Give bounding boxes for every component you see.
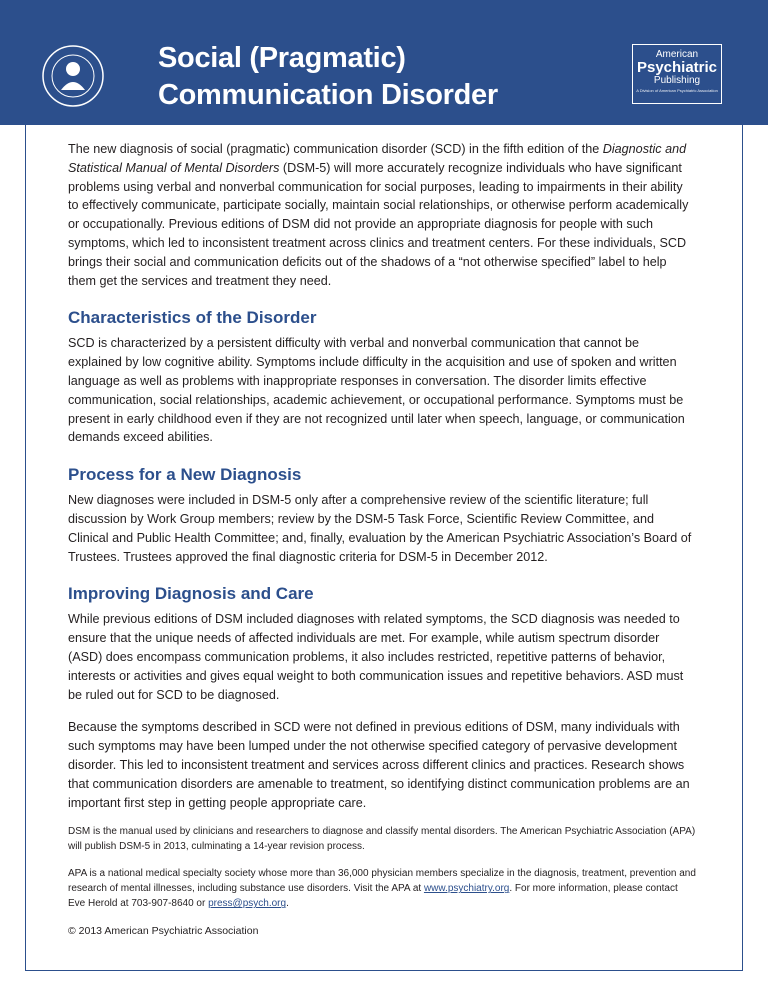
heading-characteristics: Characteristics of the Disorder — [68, 308, 317, 328]
logo-line-3: Publishing — [653, 75, 701, 86]
apa-website-link[interactable]: www.psychiatry.org — [423, 883, 510, 895]
intro-paragraph — [68, 140, 696, 290]
intro-text-2: (DSM-5) will more accurately recognize individuals who have significant problems using verbal and nonverbal communication for social purposes, leading to impairments in their ability to effectively communicate, participate socially, maintain social relationships, or otherwise perform academically or occupationally. Previous editions of DSM did not provide an appropriate diagnosis for people with such symptoms, which led to inconsistent treatment across clinics and treatment centers. For these individuals, SCD brings their social and communication deficits out of the shadows of a “not otherwise specified” label to help them get the services and treatment they need. — [68, 160, 689, 288]
title-line-1: Social (Pragmatic) — [158, 42, 406, 74]
intro-manual-title: Diagnostic and Statistical Manual of Mental Disorders — [68, 142, 687, 175]
header-banner — [0, 0, 768, 125]
heading-process: Process for a New Diagnosis — [68, 465, 302, 485]
intro-text-1: The new diagnosis of social (pragmatic) communication disorder (SCD) in the fifth edition of the — [68, 142, 603, 156]
app-publishing-logo — [632, 44, 722, 104]
apa-info — [68, 866, 696, 911]
main-content — [68, 140, 696, 938]
apa-text-2: . For more information, please contact Eve Herold at 703-907-8640 or — [68, 883, 678, 910]
logo-line-2: Psychiatric — [636, 59, 718, 76]
copyright-notice: © 2013 American Psychiatric Association — [68, 925, 259, 938]
improving-paragraph-2: Because the symptoms described in SCD were not defined in previous editions of DSM, many individuals with such symptoms may have been lumped under the not otherwise specified category of pervasive development disorder. This led to inconsistent treatment and services across different clinics and practices. Research shows that communication disorders are amenable to treatment, so identifying distinct communication problems are an important first step in getting people appropriate care. — [68, 720, 690, 810]
press-email-link[interactable]: press@psych.org — [208, 898, 287, 910]
apa-text-3: . — [286, 898, 289, 910]
apa-text-1: APA is a national medical specialty society whose more than 36,000 physician members specialize in the diagnosis, treatment, prevention and research of mental illnesses, including substance use disorders. Visit the APA at — [68, 868, 696, 895]
improving-paragraph-1: While previous editions of DSM included diagnoses with related symptoms, the SCD diagnosis was needed to ensure that the unique needs of affected individuals are met. For example, while autism spectrum disorder (ASD) does encompass communication problems, it also includes restricted, repetitive patterns of behavior, interests or activities and gives equal weight to both communication issues and repetitive behaviors. ASD must be ruled out for SCD to be diagnosed. — [68, 612, 684, 702]
logo-line-1: American — [655, 49, 699, 60]
apa-seal-icon — [41, 44, 105, 108]
heading-improving: Improving Diagnosis and Care — [68, 584, 314, 604]
characteristics-paragraph: SCD is characterized by a persistent difficulty with verbal and nonverbal communication that cannot be explained by low cognitive ability. Symptoms include difficulty in the acquisition and use of spoken and written language as well as problems with inappropriate responses in conversation. The disorder limits effective communication, social relationships, academic achievement, or occupational performance. Symptoms must be present in early childhood even if they are not recognized until later when speech, language, or communication demands exceed abilities. — [68, 336, 685, 445]
dsm-note: DSM is the manual used by clinicians and researchers to diagnose and classify mental disorders. The American Psychiatric Association (APA) will publish DSM-5 in 2013, culminating a 14-year revision process. — [68, 826, 696, 853]
process-paragraph: New diagnoses were included in DSM-5 only after a comprehensive review of the scientific literature; full discussion by Work Group members; review by the DSM-5 Task Force, Scientific Review Committee, and Clinical and Public Health Committee; and, finally, evaluation by the American Psychiatric Association’s Board of Trustees. Trustees approved the final diagnostic criteria for DSM-5 in December 2012. — [68, 493, 692, 564]
logo-line-4: A Division of American Psychiatric Association — [636, 88, 718, 93]
page-title — [158, 40, 498, 114]
title-line-2: Communication Disorder — [158, 79, 498, 111]
